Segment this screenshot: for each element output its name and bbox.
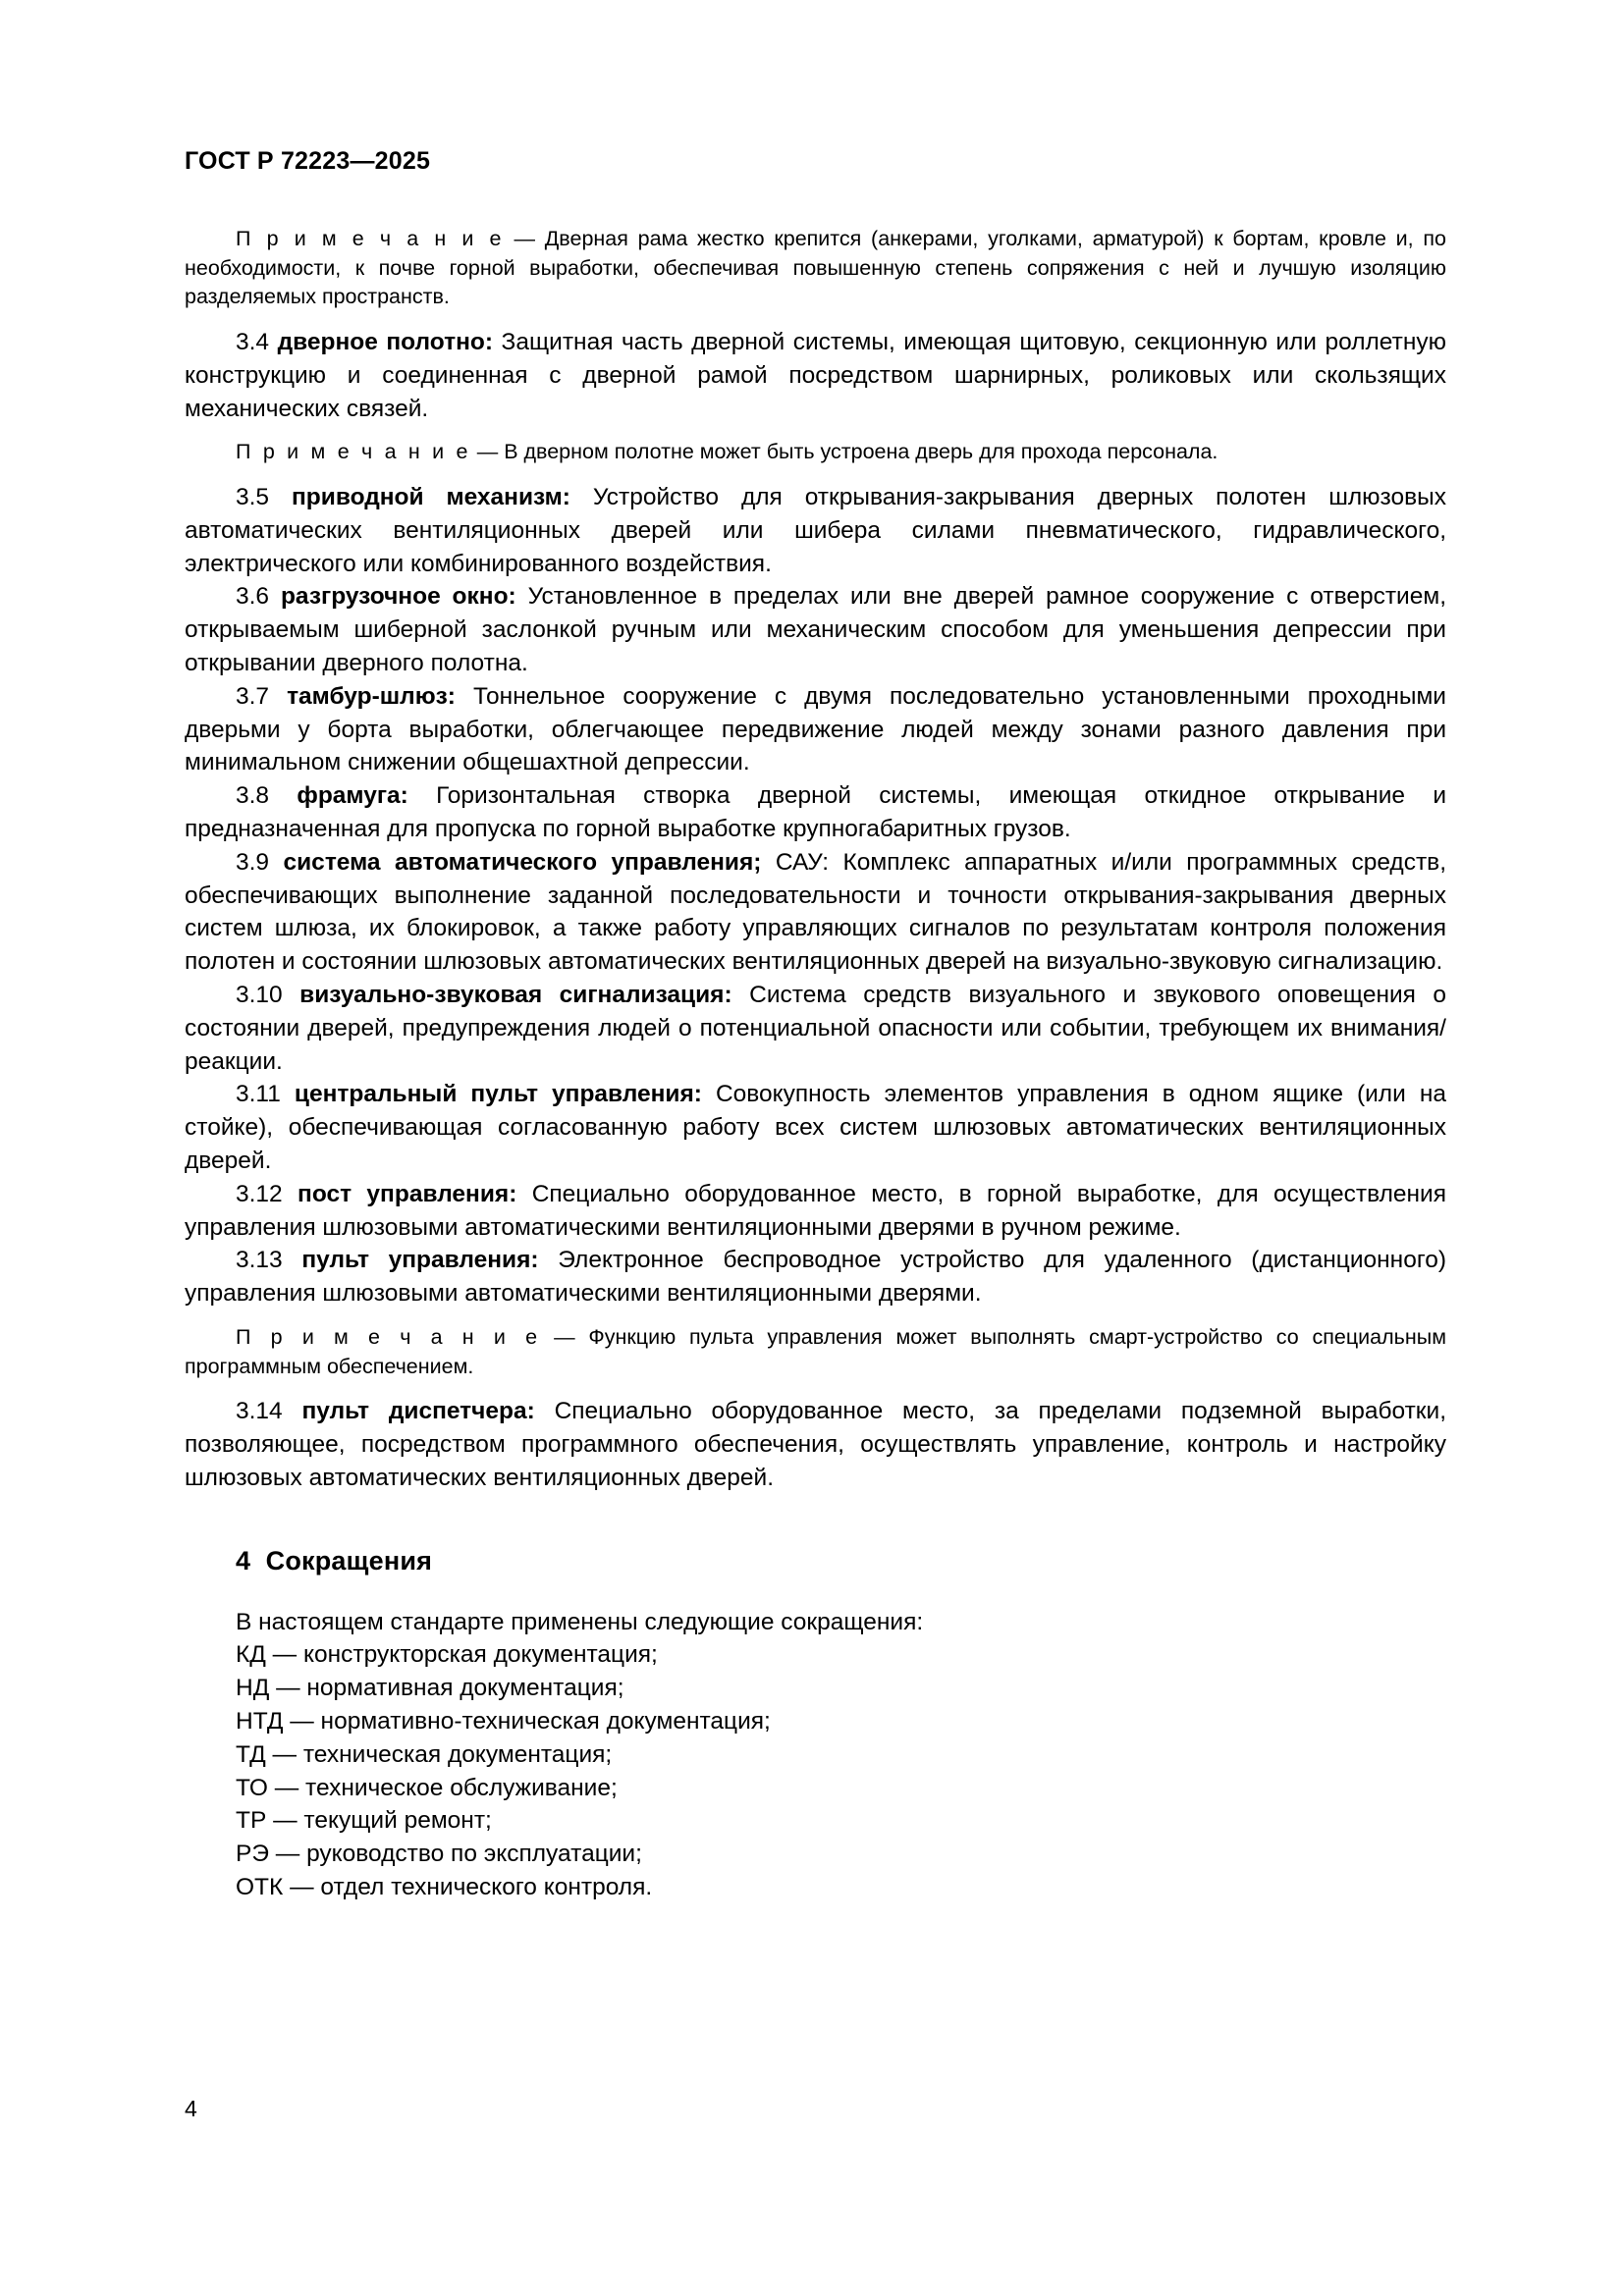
note-paragraph-1 — [185, 225, 1446, 312]
section-title: Сокращения — [265, 1545, 433, 1575]
term-number: 3.5 — [236, 484, 270, 511]
term-name: фрамуга: — [297, 782, 408, 810]
term-entry-3-11 — [185, 1078, 1446, 1177]
term-entry-3-5 — [185, 481, 1446, 580]
note-label: П р и м е ч а н и е — [236, 227, 505, 250]
note-text: В дверном полотне может быть устроена дверь для прохода персонала. — [504, 440, 1218, 464]
term-number: 3.7 — [236, 682, 270, 710]
term-number: 3.9 — [236, 848, 270, 876]
note-label: П р и м е ч а н и е — [236, 1324, 541, 1349]
term-name: пульт управления: — [301, 1247, 539, 1274]
term-entry-3-4 — [185, 326, 1446, 425]
abbreviation-item-kd: КД — конструкторская документация; — [236, 1641, 658, 1669]
term-entry-3-10 — [185, 979, 1446, 1078]
note-dash: — — [514, 227, 535, 250]
abbreviation-item-nd: НД — нормативная документация; — [236, 1675, 624, 1702]
section-number: 4 — [236, 1545, 251, 1575]
page-content — [185, 147, 1446, 1904]
term-name: система автоматического управления; — [283, 848, 762, 876]
term-definition: Электронное беспроводное устройство для удаленного (дистанционного) управления шлюзовыми автоматическими вентиляционными дверями. — [185, 1247, 1447, 1308]
term-entry-3-8 — [185, 779, 1446, 846]
note-label: П р и м е ч а н и е — [236, 440, 471, 464]
abbreviation-item-td: ТД — техническая документация; — [236, 1740, 613, 1768]
term-entry-3-13 — [185, 1244, 1446, 1310]
document-header: ГОСТ Р 72223—2025 — [185, 147, 431, 175]
term-definition: Система средств визуального и звукового оповещения о состоянии дверей, предупреждения людей о потенциальной опасности или событии, требующем их внимания/реакции. — [185, 981, 1447, 1075]
note-paragraph-2 — [185, 438, 1446, 467]
term-number: 3.12 — [236, 1180, 283, 1207]
page-number: 4 — [185, 2096, 197, 2121]
term-number: 3.11 — [236, 1081, 281, 1108]
term-name: приводной механизм: — [292, 484, 570, 511]
term-name: разгрузочное окно: — [280, 583, 516, 611]
abbreviation-item-otk: ОТК — отдел технического контроля. — [236, 1874, 653, 1901]
term-definition: Защитная часть дверной системы, имеющая щитовую, секционную или роллетную конструкцию и соединенная с дверной рамой посредством шарнирных, роликовых или скользящих механических связей. — [185, 328, 1446, 422]
term-number: 3.10 — [236, 981, 283, 1008]
abbreviation-item-tr: ТР — текущий ремонт; — [236, 1807, 492, 1835]
abbreviations-intro: В настоящем стандарте применены следующие сокращения: — [236, 1608, 924, 1635]
term-definition: Устройство для открывания-закрывания дверных полотен шлюзовых автоматических вентиляционных дверей или шибера силами пневматического, гидравлического, электрического или комбинированного воздействия. — [185, 484, 1447, 577]
term-name: центральный пульт управления: — [294, 1081, 702, 1108]
term-definition: САУ: Комплекс аппаратных и/или программных средств, обеспечивающих выполнение заданной последовательности и точности открывания-закрывания дверных систем шлюза, их блокировок, а также работу управляющих сигналов по результатам контроля положения полотен и состоянии шлюзовых автоматических вентиляционных дверей на визуально-звуковую сигнализацию. — [185, 848, 1446, 976]
note-text: Функцию пульта управления может выполнять смарт-устройство со специальным программным обеспечением. — [185, 1324, 1446, 1378]
note-text: Дверная рама жестко крепится (анкерами, уголками, арматурой) к бортам, кровле и, по необходимости, к почве горной выработки, обеспечивая повышенную степень сопряжения с ней и лучшую изоляцию разделяемых пространств. — [185, 227, 1447, 309]
term-number: 3.4 — [236, 328, 270, 355]
term-definition: Установленное в пределах или вне дверей рамное сооружение с отверстием, открываемым шиберной заслонкой ручным или механическим способом для уменьшения депрессии при открывании дверного полотна. — [185, 583, 1447, 676]
term-name: пульт диспетчера: — [301, 1398, 535, 1425]
term-number: 3.8 — [236, 782, 270, 810]
term-definition: Специально оборудованное место, в горной выработке, для осуществления управления шлюзовыми автоматическими вентиляционными дверями в ручном режиме. — [185, 1180, 1446, 1241]
term-entry-3-12 — [185, 1178, 1446, 1245]
term-name: пост управления: — [298, 1180, 517, 1207]
abbreviation-item-ntd: НТД — нормативно-техническая документация; — [236, 1708, 771, 1735]
term-definition: Тоннельное сооружение с двумя последовательно установленными проходными дверьми у борта выработки, облегчающее передвижение людей между зонами разного давления при минимальном снижении общешахтной депрессии. — [185, 682, 1446, 776]
term-number: 3.6 — [236, 583, 270, 611]
term-name: визуально-звуковая сигнализация: — [299, 981, 732, 1008]
abbreviation-item-re: РЭ — руководство по эксплуатации; — [236, 1841, 642, 1868]
term-definition: Специально оборудованное место, за пределами подземной выработки, позволяющее, посредством программного обеспечения, осуществлять управление, контроль и настройку шлюзовых автоматических вентиляционных дверей. — [185, 1398, 1446, 1491]
term-entry-3-9 — [185, 846, 1446, 979]
abbreviation-item-to: ТО — техническое обслуживание; — [236, 1774, 618, 1801]
note-dash: — — [476, 440, 499, 464]
term-name: тамбур-шлюз: — [287, 682, 456, 710]
note-paragraph-3 — [185, 1323, 1446, 1381]
term-number: 3.14 — [236, 1398, 283, 1425]
term-definition: Совокупность элементов управления в одном ящике (или на стойке), обеспечивающая согласованную работу всех систем шлюзовых автоматических вентиляционных дверей. — [185, 1081, 1446, 1174]
term-entry-3-14 — [185, 1395, 1446, 1494]
term-number: 3.13 — [236, 1247, 283, 1274]
section-heading-4 — [185, 1546, 1446, 1576]
term-definition: Горизонтальная створка дверной системы, имеющая откидное открывание и предназначенная для пропуска по горной выработке крупногабаритных грузов. — [185, 782, 1447, 842]
term-entry-3-7 — [185, 680, 1446, 779]
term-name: дверное полотно: — [277, 328, 494, 355]
note-dash: — — [554, 1324, 575, 1349]
term-entry-3-6 — [185, 580, 1446, 679]
